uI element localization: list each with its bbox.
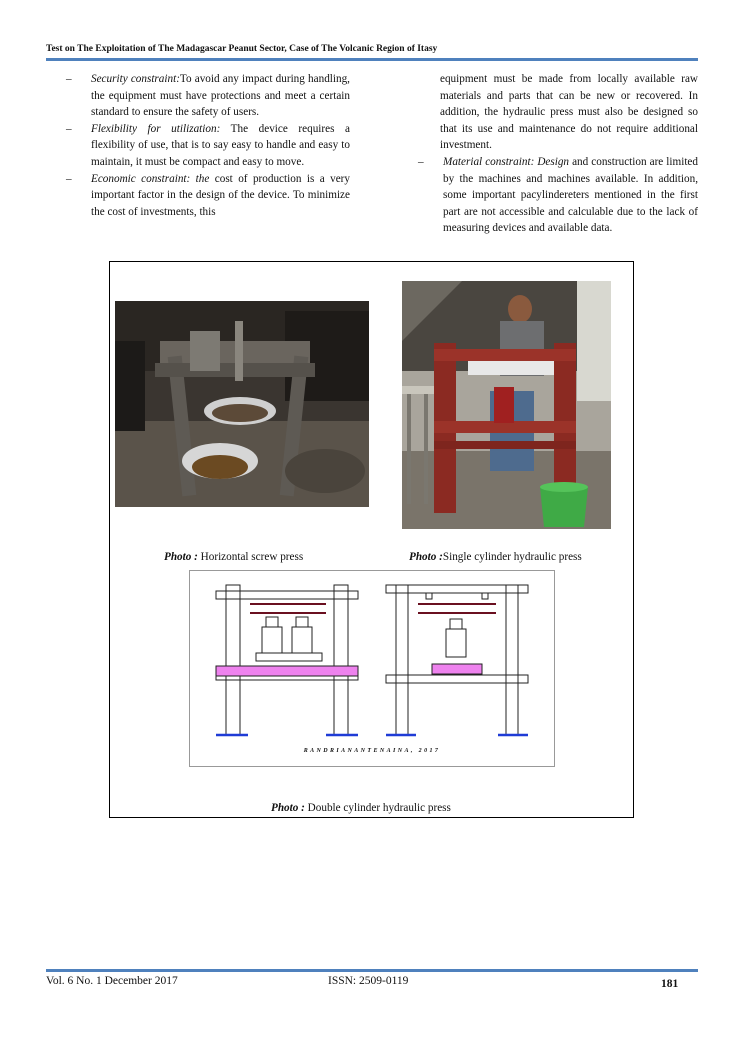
caption-text: Horizontal screw press — [197, 551, 304, 563]
footer-volume: Vol. 6 No. 1 December 2017 — [46, 975, 178, 987]
header-rule — [46, 58, 698, 61]
caption-double-cylinder-press — [271, 802, 451, 814]
photo-single-cylinder-press — [402, 281, 611, 529]
list-item — [418, 154, 698, 237]
drawing-credit: RANDRIANANTENAINA, 2017 — [303, 748, 441, 754]
photo-horizontal-screw-press — [115, 301, 369, 507]
caption-label: Photo : — [164, 551, 198, 563]
right-column — [418, 71, 698, 237]
continuation-paragraph: equipment must be made from locally available raw materials and parts that can be new or recovered. In addition, the hydraulic press must also be designed so that its use and maintenance do not require additional investment. — [440, 73, 698, 152]
item-lead: Economic constraint: the — [91, 172, 210, 185]
caption-single-cylinder-press — [409, 551, 582, 563]
footer-rule — [46, 969, 698, 972]
left-column — [66, 71, 350, 220]
page-number: 181 — [661, 978, 679, 990]
list-dash: – — [66, 73, 72, 85]
item-text: To avoid any impact during handling, the equipment must have protections and meet a certain standard to ensure the safety of users. — [91, 73, 350, 119]
list-item — [66, 71, 350, 121]
footer-issn: ISSN: 2509-0119 — [328, 975, 409, 987]
technical-drawing — [189, 570, 555, 767]
caption-text: Double cylinder hydraulic press — [304, 802, 451, 814]
running-header: Test on The Exploitation of The Madagascar Peanut Sector, Case of The Volcanic Region of Itasy — [46, 44, 438, 54]
item-lead: Flexibility for utilization: — [91, 122, 221, 135]
item-text: The device requires a flexibility of use, that is to say easy to handle and easy to maintain, it must be compact and easy to move. — [91, 122, 350, 168]
caption-horizontal-screw-press — [164, 551, 303, 563]
caption-label: Photo : — [271, 802, 305, 814]
caption-text: Single cylinder hydraulic press — [442, 551, 582, 563]
item-text: cost of production is a very important factor in the design of the device. To minimize the cost of investments, this — [91, 172, 350, 218]
item-text: and construction are limited by the machines and machines available. In addition, some important pacylindereters mentioned in the first part are not accessible and calculable due to the lack of measuring devices and available data. — [443, 155, 698, 235]
item-lead: Material constraint: Design — [443, 155, 570, 168]
list-item — [66, 171, 350, 221]
list-item — [66, 121, 350, 171]
list-dash: – — [66, 122, 72, 135]
list-dash: – — [418, 155, 424, 168]
item-lead: Security constraint: — [91, 73, 180, 85]
caption-label: Photo : — [409, 551, 443, 563]
list-dash: – — [66, 172, 72, 185]
